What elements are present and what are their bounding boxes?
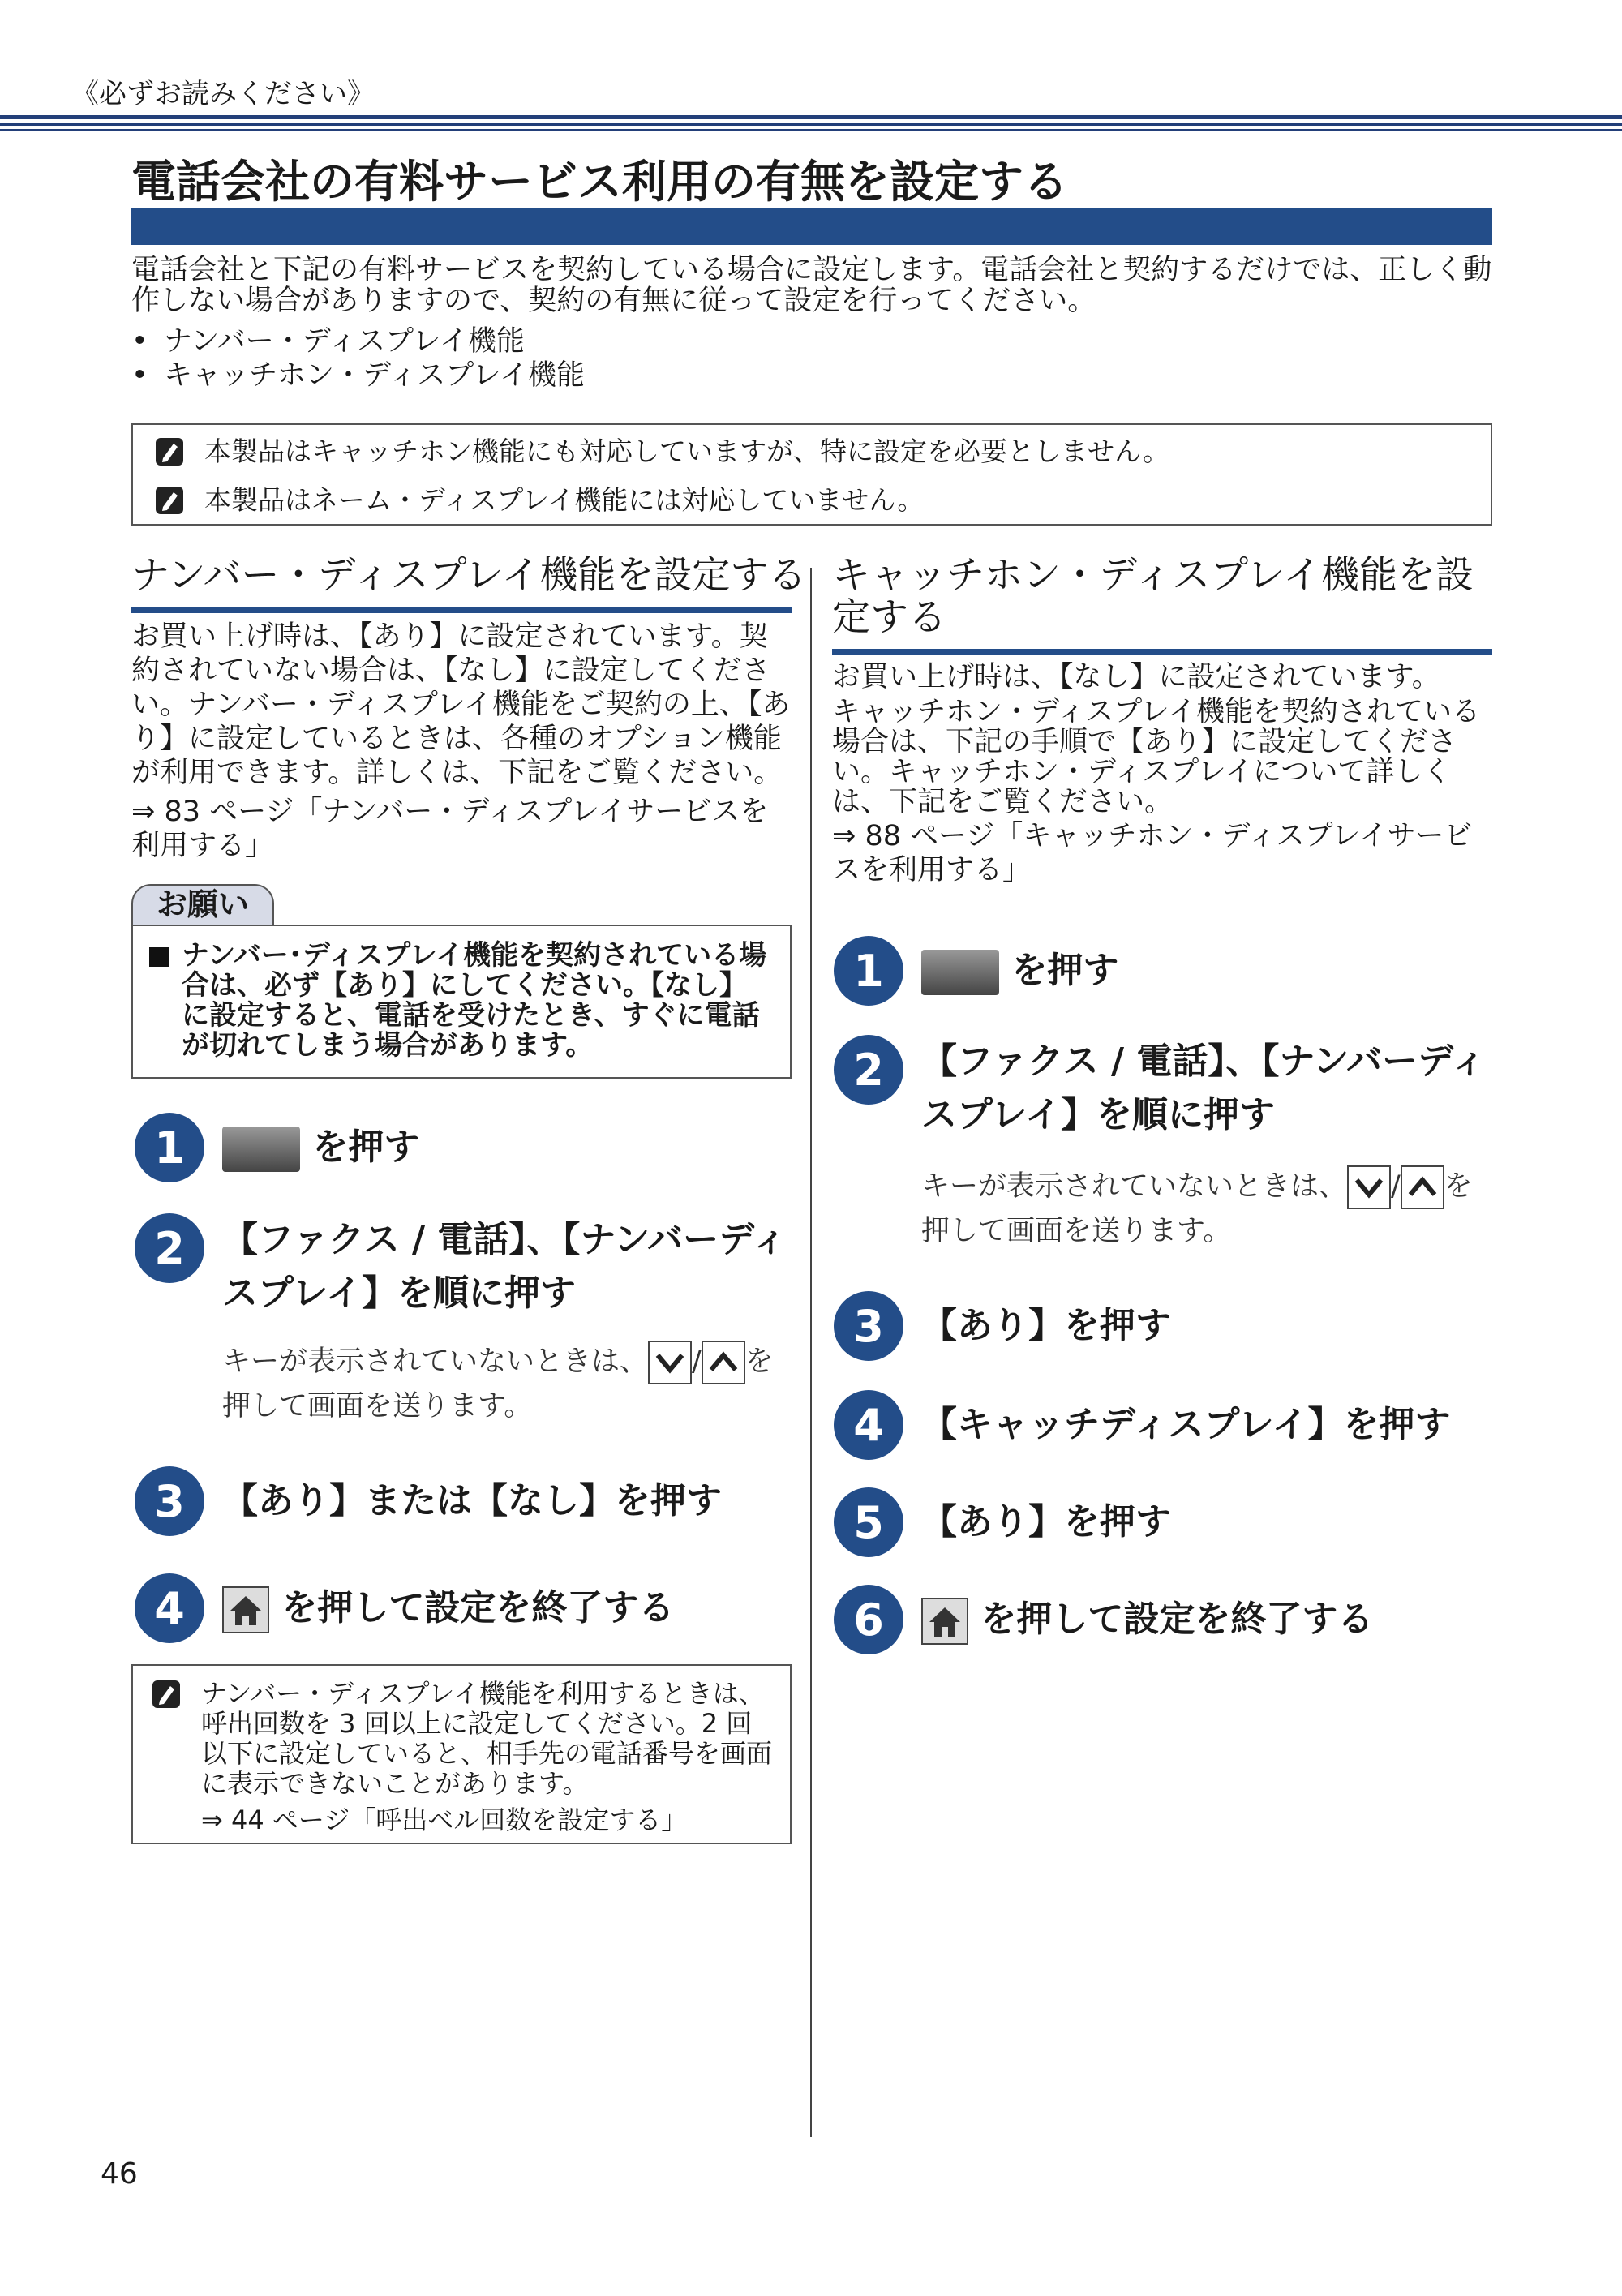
header-rule: [0, 123, 1622, 126]
step-1: [135, 1113, 419, 1182]
step-text: 【あり】を押す: [921, 1305, 1171, 1346]
page-number: 46: [101, 2157, 138, 2191]
menu-key-icon: [921, 950, 999, 995]
caution-label: お願い: [131, 884, 274, 925]
slash: /: [1391, 1170, 1401, 1203]
up-arrow-key-icon: [1401, 1165, 1444, 1209]
hint-text: キーが表示されていないときは、: [222, 1345, 649, 1378]
step-number: 2: [834, 1035, 903, 1105]
intro-text: 電話会社と下記の有料サービスを契約している場合に設定します。電話会社と契約するだけでは、正しく動作しない場合がありますので、契約の有無に従って設定を行ってください。: [131, 254, 1492, 317]
down-arrow-key-icon: [1347, 1165, 1391, 1209]
step-2: [135, 1213, 790, 1320]
list-item: • ナンバー・ディスプレイ機能: [131, 324, 585, 358]
section-heading-catch-display: キャッチホン・ディスプレイ機能を設定する: [832, 553, 1474, 640]
step-4: [135, 1573, 674, 1643]
pencil-note-icon: [154, 485, 185, 516]
step-5: [834, 1487, 1171, 1557]
step-2-hint: [222, 1340, 798, 1428]
step-text: 【ファクス / 電話】、【ナンバーディスプレイ】を順に押す: [921, 1041, 1487, 1135]
step-text: 【ファクス / 電話】、【ナンバーディスプレイ】を順に押す: [222, 1219, 787, 1314]
section-heading-number-display: ナンバー・ディスプレイ機能を設定する: [131, 553, 807, 598]
step-text: を押して設定を終了する: [281, 1587, 675, 1629]
page-reference: ⇒ 44 ページ「呼出ベル回数を設定する」: [201, 1805, 688, 1835]
home-key-icon: [921, 1598, 968, 1645]
step-text: 【あり】または【なし】を押す: [222, 1480, 722, 1521]
pencil-note-icon: [154, 436, 185, 467]
step-3: [135, 1466, 722, 1536]
page-reference: ⇒ 83 ページ「ナンバー・ディスプレイサービスを利用する」: [131, 796, 769, 862]
title-bar: [131, 208, 1492, 245]
step-number: 6: [834, 1585, 903, 1654]
step-2-hint: [921, 1165, 1497, 1253]
step-number: 1: [834, 936, 903, 1006]
note-text: ナンバー・ディスプレイ機能を利用するときは、呼出回数を 3 回以上に設定してください。2 回以下に設定していると、相手先の電話番号を画面に表示できないことがあります。: [201, 1678, 773, 1799]
running-header: 《必ずお読みください》: [71, 78, 375, 110]
hint-text: 押して画面を送ります。: [921, 1215, 1232, 1247]
column-divider: [810, 568, 812, 2137]
section-description: キャッチホン・ディスプレイ機能を契約されている場合は、下記の手順で【あり】に設定してください。キャッチホン・ディスプレイについて詳しくは、下記をご覧ください。: [832, 696, 1481, 818]
step-number: 3: [135, 1466, 204, 1536]
step-2: [834, 1035, 1489, 1142]
list-item: • キャッチホン・ディスプレイ機能: [131, 358, 585, 393]
hint-text: を: [744, 1345, 774, 1378]
step-text: を押す: [1011, 950, 1119, 991]
step-text: を押して設定を終了する: [980, 1599, 1374, 1640]
header-rule: [0, 129, 1622, 131]
step-6: [834, 1585, 1373, 1654]
section-description: お買い上げ時は、【あり】に設定されています。契約されていない場合は、【なし】に設定してください。ナンバー・ディスプレイ機能をご契約の上、【あり】に設定しているときは、各種のオプション機能が利用できます。詳しくは、下記をご覧ください。: [131, 620, 791, 789]
step-number: 5: [834, 1487, 903, 1557]
header-rule: [0, 115, 1622, 119]
page-title: 電話会社の有料サービス利用の有無を設定する: [131, 156, 1069, 208]
home-key-icon: [222, 1586, 269, 1633]
square-bullet-icon: [149, 947, 169, 967]
hint-text: 押して画面を送ります。: [222, 1390, 533, 1423]
caution-box: [131, 925, 792, 1079]
up-arrow-key-icon: [702, 1341, 745, 1384]
step-text: 【キャッチディスプレイ】を押す: [921, 1404, 1451, 1445]
menu-key-icon: [222, 1127, 300, 1172]
slash: /: [692, 1345, 702, 1378]
step-text: 【あり】を押す: [921, 1501, 1171, 1543]
caution-text: ナンバー･ディスプレイ機能を契約されている場合は、必ず【あり】にしてください。【なし】に設定すると、電話を受けたとき、すぐに電話が切れてしまう場合があります。: [182, 939, 767, 1062]
note-text: 本製品はキャッチホン機能にも対応していますが、特に設定を必要としません。: [204, 436, 1169, 467]
service-list: [131, 324, 585, 393]
step-4: [834, 1390, 1451, 1460]
step-number: 3: [834, 1291, 903, 1361]
page-reference: ⇒ 88 ページ「キャッチホン・ディスプレイサービスを利用する」: [832, 820, 1473, 886]
hint-text: を: [1444, 1170, 1473, 1203]
step-number: 4: [834, 1390, 903, 1460]
down-arrow-key-icon: [648, 1341, 692, 1384]
step-1: [834, 936, 1118, 1006]
pencil-note-icon: [151, 1679, 182, 1710]
section-rule: [832, 649, 1492, 655]
note-box: [131, 1664, 792, 1844]
step-text: を押す: [312, 1127, 420, 1168]
hint-text: キーが表示されていないときは、: [921, 1170, 1348, 1203]
note-box: [131, 423, 1492, 526]
step-number: 1: [135, 1113, 204, 1182]
step-number: 4: [135, 1573, 204, 1643]
note-text: 本製品はネーム・ディスプレイ機能には対応していません。: [204, 484, 925, 516]
step-3: [834, 1291, 1171, 1361]
section-rule: [131, 607, 792, 613]
section-description: お買い上げ時は、【なし】に設定されています。: [832, 661, 1440, 693]
step-number: 2: [135, 1213, 204, 1283]
